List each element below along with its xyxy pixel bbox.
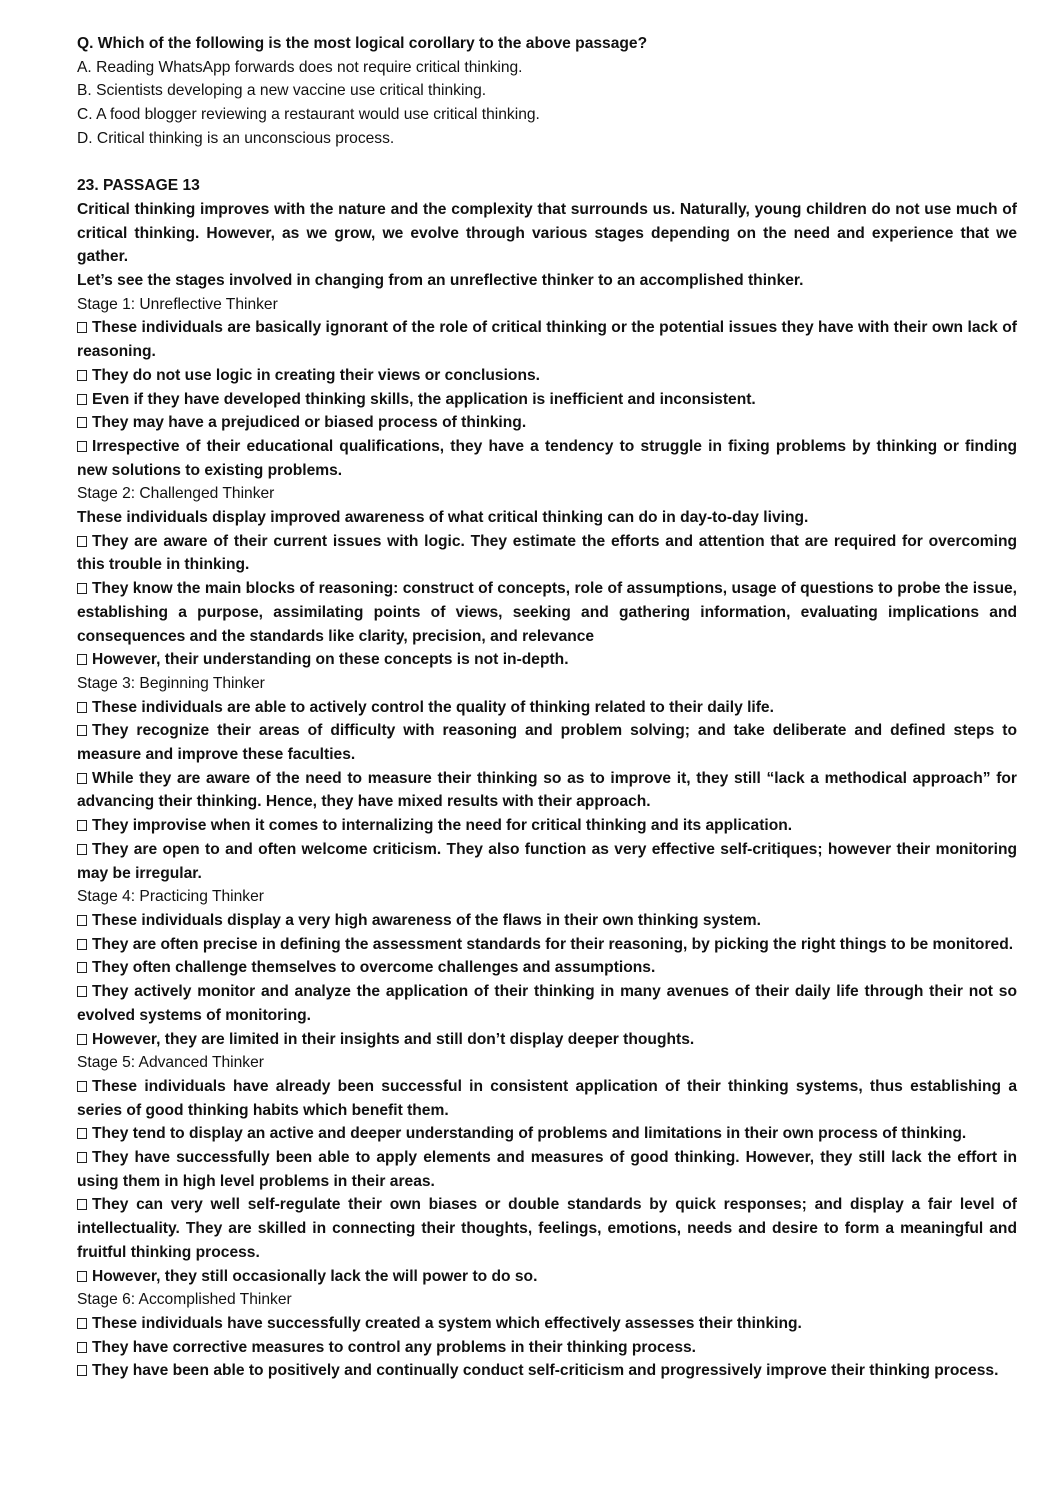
stage-bullet-item bbox=[77, 956, 1017, 980]
bullet-box-icon bbox=[77, 1271, 87, 1282]
bullet-box-icon bbox=[77, 844, 87, 855]
stage-bullet-item bbox=[77, 1146, 1017, 1193]
stage-bullet-item bbox=[77, 719, 1017, 766]
section-spacer bbox=[77, 151, 1017, 175]
bullet-text: They do not use logic in creating their views or conclusions. bbox=[92, 366, 540, 384]
bullet-text: These individuals are basically ignorant of the role of critical thinking or the potential issues they have with their own lack of reasoning. bbox=[77, 319, 1017, 361]
bullet-box-icon bbox=[77, 322, 87, 333]
bullet-text: They are often precise in defining the assessment standards for their reasoning, by picking the right things to be monitored. bbox=[92, 935, 1014, 953]
bullet-text: They have been able to positively and continually conduct self-criticism and progressively improve their thinking process. bbox=[92, 1362, 999, 1380]
answer-option-c: C. A food blogger reviewing a restaurant would use critical thinking. bbox=[77, 106, 540, 124]
bullet-text: Irrespective of their educational qualifications, they have a tendency to struggle in fixing problems by thinking or finding new solutions to existing problems. bbox=[77, 437, 1017, 479]
bullet-box-icon bbox=[77, 583, 87, 594]
bullet-box-icon bbox=[77, 370, 87, 381]
bullet-text: They improvise when it comes to internalizing the need for critical thinking and its application. bbox=[92, 817, 793, 835]
bullet-box-icon bbox=[77, 1128, 87, 1139]
stages-list bbox=[77, 293, 1017, 1383]
document-body bbox=[77, 32, 1017, 1383]
bullet-box-icon bbox=[77, 820, 87, 831]
bullet-text: They know the main blocks of reasoning: construct of concepts, role of assumptions, usage of questions to probe the issue, establishing a purpose, assimilating points of views, seeking and gathering information, evaluating implications and consequences and the standards like clarity, precision, and relevance bbox=[77, 580, 1017, 645]
stage-bullet-item bbox=[77, 1265, 1017, 1289]
bullet-text: They have successfully been able to apply elements and measures of good thinking. However, they still lack the effort in using them in high level problems in their areas. bbox=[77, 1149, 1017, 1190]
question-prompt: Q. Which of the following is the most logical corollary to the above passage? bbox=[77, 35, 648, 52]
bullet-text: They are open to and often welcome criticism. They also function as very effective self-critiques; however their monitoring may be irregular. bbox=[77, 840, 1017, 882]
stage-bullet-item bbox=[77, 1193, 1017, 1264]
bullet-box-icon bbox=[77, 773, 87, 784]
bullet-text: They actively monitor and analyze the application of their thinking in many avenues of their daily life through their not so evolved systems of monitoring. bbox=[77, 983, 1017, 1024]
bullet-box-icon bbox=[77, 702, 87, 713]
stage-bullet-item bbox=[77, 648, 1017, 672]
stage-title: Stage 5: Advanced Thinker bbox=[77, 1054, 264, 1072]
stage-bullet-item bbox=[77, 696, 1017, 720]
bullet-box-icon bbox=[77, 536, 87, 547]
bullet-text: They recognize their areas of difficulty with reasoning and problem solving; and take deliberate and defined steps to measure and improve these faculties. bbox=[77, 722, 1017, 764]
stage-bullet-item bbox=[77, 316, 1017, 363]
stage-bullet-item bbox=[77, 435, 1017, 482]
bullet-box-icon bbox=[77, 915, 87, 926]
bullet-text: They can very well self-regulate their own biases or double standards by quick responses; and display a fair level of intellectuality. They are skilled in connecting their thoughts, feelings, emotions, needs and desire to form a meaningful and fruitful thinking process. bbox=[77, 1196, 1017, 1261]
stage-bullet-item bbox=[77, 1028, 1017, 1052]
stage-bullet-item bbox=[77, 838, 1017, 885]
bullet-text: They are aware of their current issues with logic. They estimate the efforts and attention that are required for overcoming this trouble in thinking. bbox=[77, 532, 1017, 574]
bullet-box-icon bbox=[77, 1152, 87, 1163]
bullet-text: However, their understanding on these concepts is not in-depth. bbox=[92, 651, 569, 669]
stage-bullet-item bbox=[77, 411, 1017, 435]
answer-option-a: A. Reading WhatsApp forwards does not require critical thinking. bbox=[77, 58, 523, 76]
bullet-text: They have corrective measures to control any problems in their thinking process. bbox=[92, 1338, 697, 1356]
stage-title: Stage 4: Practicing Thinker bbox=[77, 888, 264, 906]
stage-title: Stage 3: Beginning Thinker bbox=[77, 674, 265, 692]
bullet-text: These individuals have already been successful in consistent application of their thinking systems, thus establishing a series of good thinking habits which benefit them. bbox=[77, 1077, 1017, 1119]
stage-bullet-item bbox=[77, 1122, 1017, 1146]
stage-bullet-item bbox=[77, 1075, 1017, 1122]
stage-title: Stage 1: Unreflective Thinker bbox=[77, 295, 278, 313]
bullet-box-icon bbox=[77, 394, 87, 405]
bullet-box-icon bbox=[77, 654, 87, 665]
bullet-box-icon bbox=[77, 1342, 87, 1353]
bullet-box-icon bbox=[77, 441, 87, 452]
stage-bullet-item bbox=[77, 1312, 1017, 1336]
bullet-box-icon bbox=[77, 417, 87, 428]
bullet-text: These individuals have successfully created a system which effectively assesses their thinking. bbox=[92, 1314, 802, 1332]
stage-title: Stage 2: Challenged Thinker bbox=[77, 485, 275, 503]
stage-bullet-item bbox=[77, 577, 1017, 648]
bullet-box-icon bbox=[77, 962, 87, 973]
bullet-text: While they are aware of the need to measure their thinking so as to improve it, they still “lack a methodical approach” for advancing their thinking. Hence, they have mixed results with their approach. bbox=[77, 769, 1017, 811]
stage-bullet-item bbox=[77, 814, 1017, 838]
stage-bullet-item bbox=[77, 909, 1017, 933]
passage-lead: Let’s see the stages involved in changing from an unreflective thinker to an accomplished thinker. bbox=[77, 272, 804, 290]
bullet-text: They often challenge themselves to overcome challenges and assumptions. bbox=[92, 959, 656, 977]
bullet-box-icon bbox=[77, 1199, 87, 1210]
stage-title: Stage 6: Accomplished Thinker bbox=[77, 1291, 292, 1309]
stage-bullet-item bbox=[77, 980, 1017, 1027]
stage-bullet-item bbox=[77, 767, 1017, 814]
bullet-text: They tend to display an active and deeper understanding of problems and limitations in their own process of thinking. bbox=[92, 1125, 967, 1143]
stage-bullet-item bbox=[77, 530, 1017, 577]
stage-intro: These individuals display improved awareness of what critical thinking can do in day-to-day living. bbox=[77, 509, 809, 527]
bullet-text: However, they are limited in their insights and still don’t display deeper thoughts. bbox=[92, 1030, 695, 1048]
bullet-box-icon bbox=[77, 1034, 87, 1045]
bullet-box-icon bbox=[77, 986, 87, 997]
bullet-box-icon bbox=[77, 1081, 87, 1092]
bullet-text: However, they still occasionally lack the will power to do so. bbox=[92, 1267, 538, 1285]
stage-bullet-item bbox=[77, 1359, 1017, 1383]
bullet-text: Even if they have developed thinking skills, the application is inefficient and inconsistent. bbox=[92, 390, 756, 408]
answer-option-b: B. Scientists developing a new vaccine use critical thinking. bbox=[77, 82, 487, 100]
bullet-text: These individuals are able to actively control the quality of thinking related to their daily life. bbox=[92, 698, 774, 716]
bullet-text: These individuals display a very high awareness of the flaws in their own thinking system. bbox=[92, 912, 761, 929]
stage-bullet-item bbox=[77, 388, 1017, 412]
bullet-box-icon bbox=[77, 725, 87, 736]
stage-bullet-item bbox=[77, 933, 1017, 957]
stage-bullet-item bbox=[77, 364, 1017, 388]
stage-bullet-item bbox=[77, 1336, 1017, 1360]
bullet-box-icon bbox=[77, 1318, 87, 1329]
bullet-text: They may have a prejudiced or biased process of thinking. bbox=[92, 414, 527, 432]
passage-intro: Critical thinking improves with the nature and the complexity that surrounds us. Naturally, young children do not use much of critical thinking. However, as we grow, we evolve through various stages depending on the need and experience that we gather. bbox=[77, 200, 1017, 266]
bullet-box-icon bbox=[77, 939, 87, 950]
bullet-box-icon bbox=[77, 1365, 87, 1376]
passage-heading: 23. PASSAGE 13 bbox=[77, 177, 200, 195]
answer-option-d: D. Critical thinking is an unconscious process. bbox=[77, 129, 395, 147]
